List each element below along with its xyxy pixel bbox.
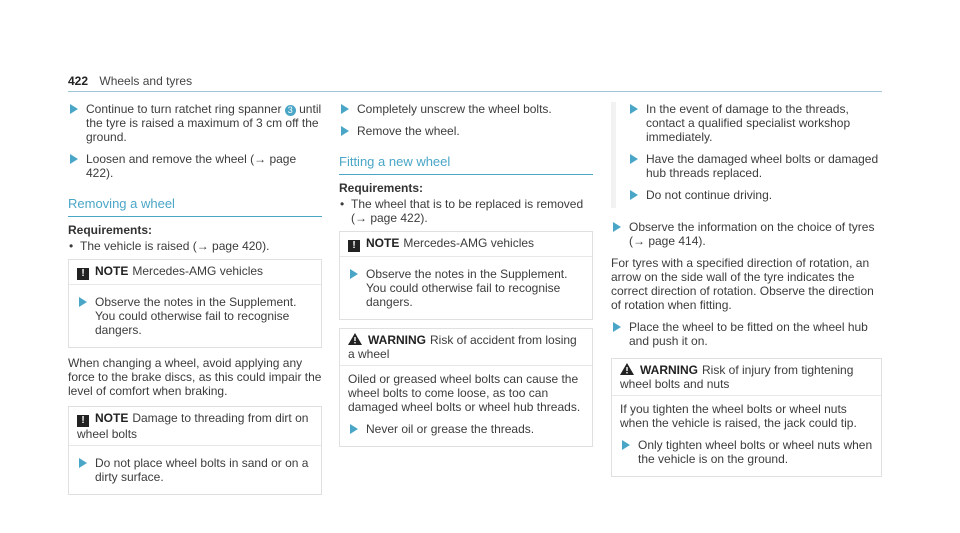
column-3: [611, 102, 882, 485]
note-step: Observe the notes in the Supplement. You could otherwise fail to recognise dangers.: [348, 267, 584, 309]
step-arrow-icon: [613, 222, 621, 232]
warning-triangle-icon: [348, 333, 362, 345]
requirement-item: • The vehicle is raised (→ page 420).: [68, 239, 322, 253]
section-heading-fitting: Fitting a new wheel: [339, 154, 593, 175]
warning-step: Never oil or grease the threads.: [348, 422, 584, 436]
exclamation-icon: !: [348, 240, 360, 252]
warning-triangle-icon: [620, 363, 634, 375]
step-arrow-icon: [341, 104, 349, 114]
header-divider: [68, 91, 882, 92]
warning-body: If you tighten the wheel bolts or wheel nuts when the vehicle is raised, the jack could tip.: [620, 402, 857, 430]
step-arrow-icon: [630, 190, 638, 200]
note-step: Observe the notes in the Supplement. You could otherwise fail to recognise dangers.: [77, 295, 313, 337]
requirements-title: Requirements:: [339, 181, 424, 195]
warning-box-injury: WARNING Risk of injury from tightening wheel bolts and nuts If you tighten the wheel bolts or wheel nuts when the vehicle is raised, the jack could tip. Only tighten wheel bolts or wheel nuts when the vehicle is on the ground.: [611, 358, 882, 477]
warning-continuation: [611, 102, 882, 208]
warning-step: Have the damaged wheel bolts or damaged hub threads replaced.: [628, 152, 882, 180]
step-remove-wheel: Remove the wheel.: [339, 124, 593, 138]
step-arrow-icon: [630, 104, 638, 114]
step-arrow-icon: [70, 104, 78, 114]
step-arrow-icon: [630, 154, 638, 164]
paragraph-brake-discs: When changing a wheel, avoid applying any force to the brake discs, as this could impair the level of comfort when braking.: [68, 356, 322, 398]
step-arrow-icon: [79, 458, 87, 468]
page-section-title: Wheels and tyres: [99, 74, 193, 88]
step-arrow-icon: [341, 126, 349, 136]
paragraph-rotation: For tyres with a specified direction of rotation, an arrow on the side wall of the tyre indicates the correct direction of rotation. Observe the direction of rotation when fitting.: [611, 256, 874, 312]
section-heading-removing: Removing a wheel: [68, 196, 322, 217]
warning-step: Do not continue driving.: [628, 188, 882, 208]
step-arrow-icon: [350, 424, 358, 434]
column-1: [68, 102, 322, 503]
step-unscrew-bolts: Completely unscrew the wheel bolts.: [339, 102, 593, 116]
page-number: 422: [68, 74, 89, 88]
warning-step: In the event of damage to the threads, contact a qualified specialist workshop immediately.: [628, 102, 882, 144]
page-header: [68, 74, 192, 88]
note-box-amg: ! NOTE Mercedes-AMG vehicles Observe the notes in the Supplement. You could otherwise fail to recognise dangers.: [68, 259, 322, 348]
column-2: [339, 102, 593, 455]
step-continue-ratchet: Continue to turn ratchet ring spanner 3 until the tyre is raised a maximum of 3 cm off the ground.: [68, 102, 322, 144]
step-arrow-icon: [622, 440, 630, 450]
warning-box-accident: WARNING Risk of accident from losing a wheel Oiled or greased wheel bolts can cause the wheel bolts to come loose, as too can damaged wheel bolts or wheel hub threads. Never oil or grease the threads.: [339, 328, 593, 447]
step-arrow-icon: [79, 297, 87, 307]
exclamation-icon: !: [77, 268, 89, 280]
step-arrow-icon: [613, 322, 621, 332]
step-observe-tyres: Observe the information on the choice of tyres (→ page 414).: [611, 220, 882, 248]
step-arrow-icon: [70, 154, 78, 164]
note-box-threading: ! NOTE Damage to threading from dirt on wheel bolts Do not place wheel bolts in sand or on a dirty surface.: [68, 406, 322, 495]
requirements-title: Requirements:: [68, 223, 153, 237]
step-loosen-wheel: Loosen and remove the wheel (→ page 422).: [68, 152, 322, 180]
requirement-item: • The wheel that is to be replaced is removed (→ page 422).: [339, 197, 593, 225]
note-step: Do not place wheel bolts in sand or on a dirty surface.: [77, 456, 313, 484]
note-box-amg: ! NOTE Mercedes-AMG vehicles Observe the notes in the Supplement. You could otherwise fail to recognise dangers.: [339, 231, 593, 320]
warning-step: Only tighten wheel bolts or wheel nuts when the vehicle is on the ground.: [620, 438, 873, 466]
step-place-wheel: Place the wheel to be fitted on the wheel hub and push it on.: [611, 320, 882, 348]
callout-3-icon: 3: [285, 105, 296, 116]
warning-body: Oiled or greased wheel bolts can cause the wheel bolts to come loose, as too can damaged wheel bolts or wheel hub threads.: [348, 372, 581, 414]
step-arrow-icon: [350, 269, 358, 279]
exclamation-icon: !: [77, 415, 89, 427]
